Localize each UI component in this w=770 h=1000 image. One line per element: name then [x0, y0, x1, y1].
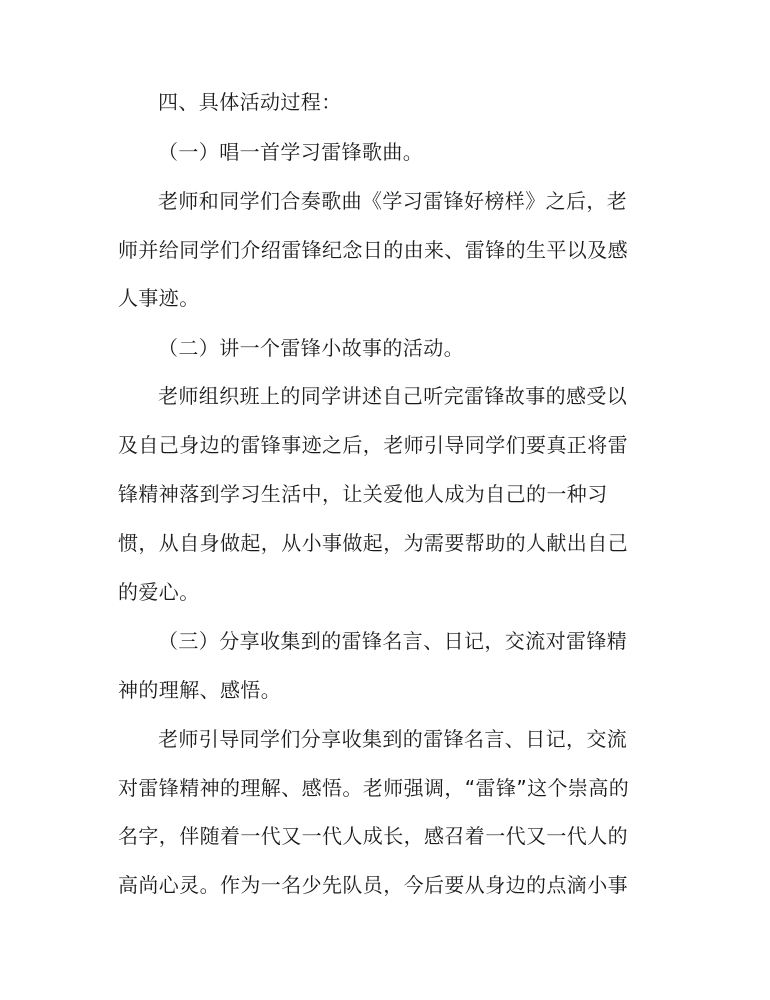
- paragraph-3-line-4: 高尚心灵。作为一名少先队员，今后要从身边的点滴小事: [118, 873, 628, 897]
- paragraph-2-line-1: 老师组织班上的同学讲述自己听完雷锋故事的感受以: [158, 384, 628, 408]
- paragraph-3-line-3: 名字，伴随着一代又一代人成长，感召着一代又一代人的: [118, 824, 628, 848]
- paragraph-3-line-2: 对雷锋精神的理解、感悟。老师强调，“雷锋”这个崇高的: [118, 776, 630, 800]
- paragraph-2-line-5: 的爱心。: [118, 580, 200, 604]
- paragraph-1-line-3: 人事迹。: [118, 286, 200, 310]
- subsection-title-3-line-1: （三）分享收集到的雷锋名言、日记，交流对雷锋精: [158, 629, 628, 653]
- paragraph-2-line-4: 惯，从自身做起，从小事做起，为需要帮助的人献出自己: [118, 531, 628, 555]
- subsection-title-1: （一）唱一首学习雷锋歌曲。: [158, 140, 424, 164]
- subsection-title-2: （二）讲一个雷锋小故事的活动。: [158, 336, 464, 360]
- paragraph-2-line-2: 及自己身边的雷锋事迹之后，老师引导同学们要真正将雷: [118, 433, 628, 457]
- paragraph-3-line-1: 老师引导同学们分享收集到的雷锋名言、日记，交流: [158, 727, 628, 751]
- paragraph-1-line-1: 老师和同学们合奏歌曲《学习雷锋好榜样》之后，老: [158, 189, 628, 213]
- paragraph-1-line-2: 师并给同学们介绍雷锋纪念日的由来、雷锋的生平以及感: [118, 238, 628, 262]
- section-heading: 四、具体活动过程：: [158, 90, 342, 114]
- paragraph-2-line-3: 锋精神落到学习生活中，让关爱他人成为自己的一种习: [118, 482, 608, 506]
- subsection-title-3-line-2: 神的理解、感悟。: [118, 678, 282, 702]
